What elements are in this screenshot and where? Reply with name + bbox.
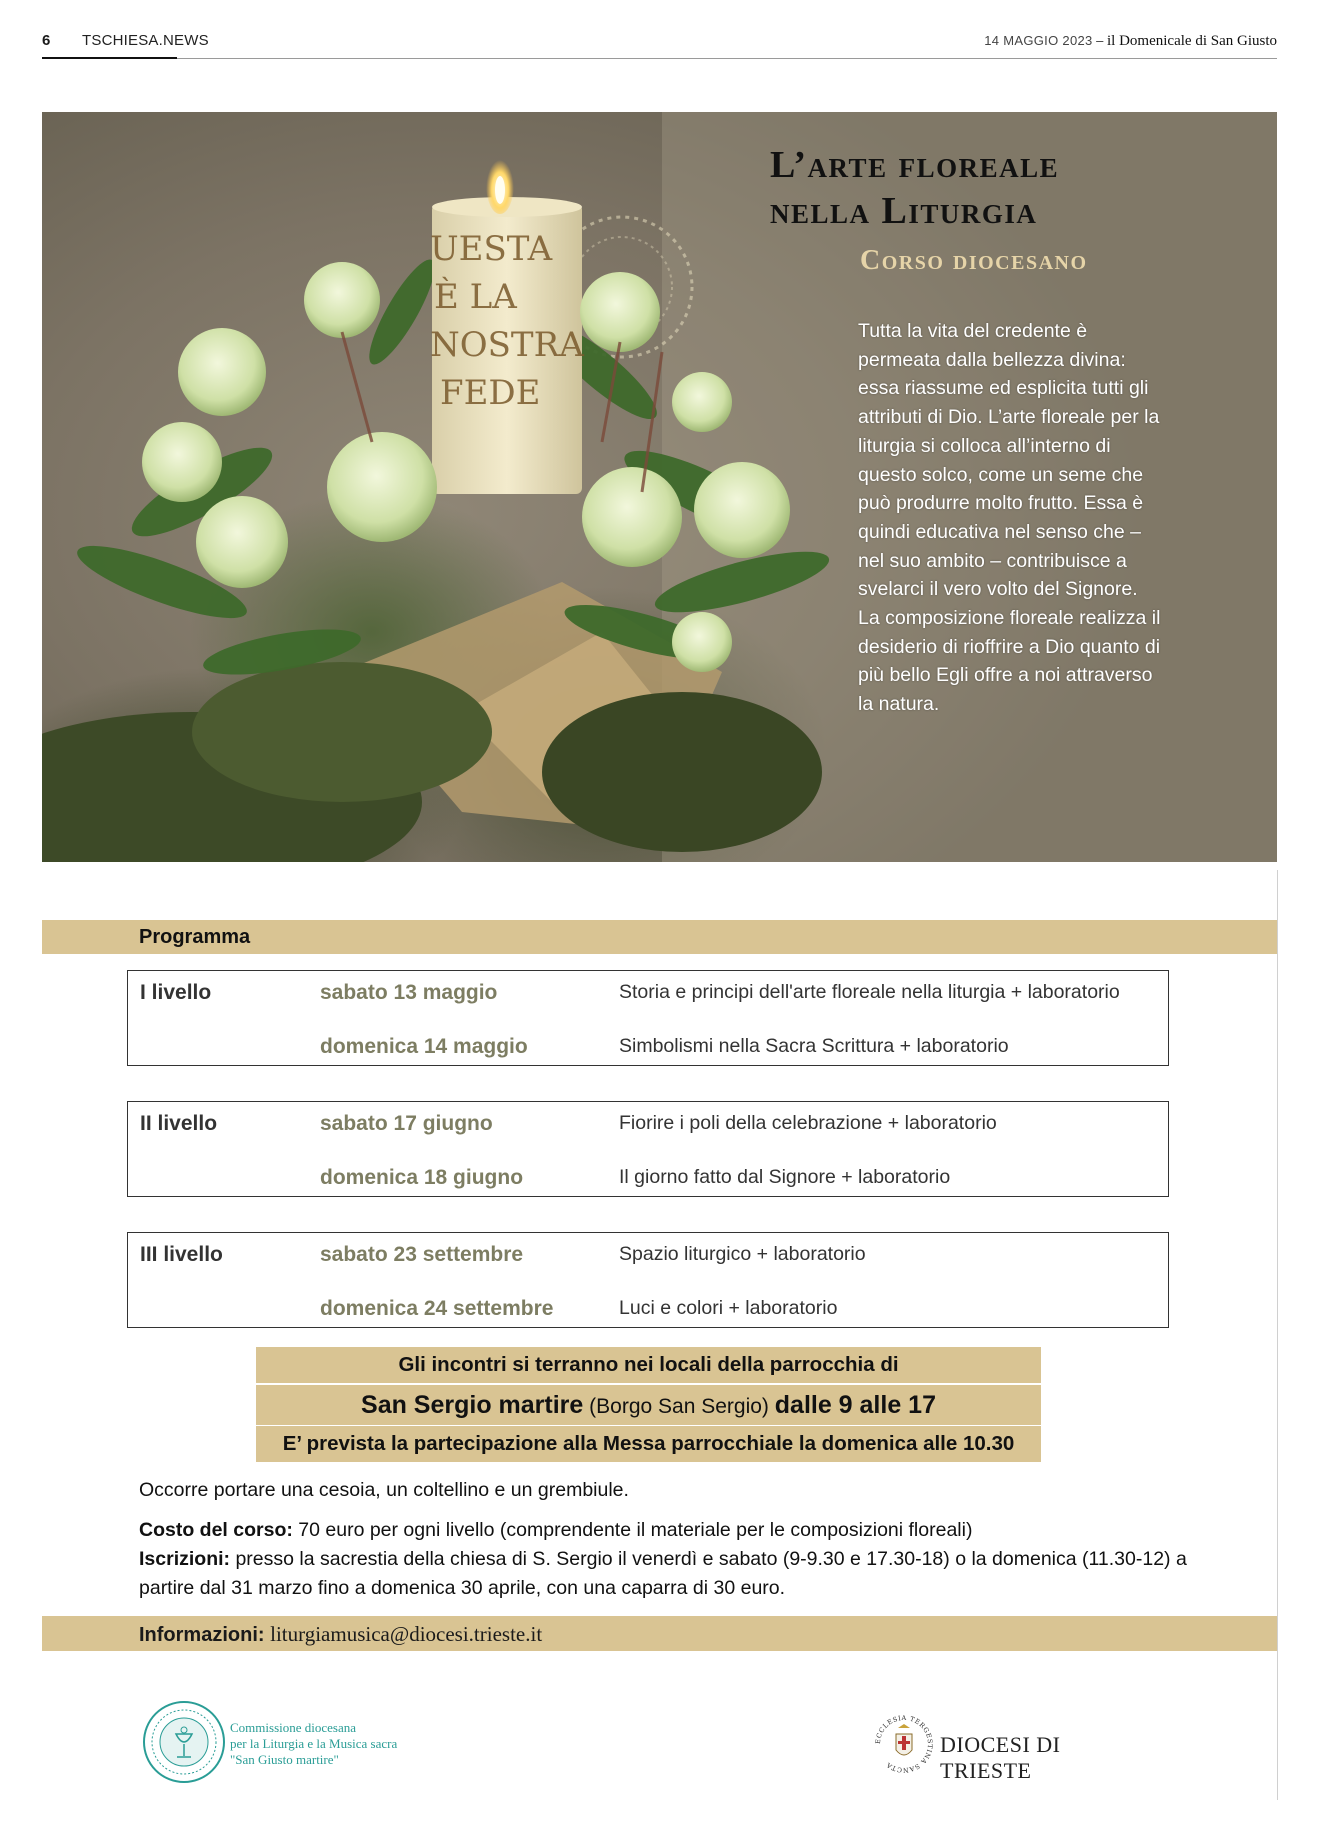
- commission-seal-icon: [142, 1700, 226, 1784]
- venue-intro: Gli incontri si terranno nei locali della parrocchia di: [256, 1347, 1041, 1383]
- diocese-logo: [872, 1712, 1142, 1782]
- issue-separator: –: [1092, 33, 1108, 48]
- session-date: sabato 13 maggio: [320, 981, 498, 1004]
- bring-note: Occorre portare una cesoia, un coltellino e un grembiule.: [139, 1479, 629, 1501]
- session-topic: Fiorire i poli della celebrazione + laboratorio: [619, 1112, 997, 1134]
- session-date: domenica 14 maggio: [320, 1035, 528, 1058]
- diocese-seal-icon: [872, 1712, 936, 1776]
- diocese-name: DIOCESI DI TRIESTE: [940, 1732, 1061, 1783]
- hero-title-line-2: nella Liturgia: [770, 190, 1038, 232]
- contact-email-link[interactable]: liturgiamusica@diocesi.trieste.it: [270, 1622, 543, 1646]
- commission-name: [230, 1720, 397, 1768]
- hero-title: [770, 142, 1250, 234]
- level-1-box: [127, 970, 1169, 1066]
- level-2-box: [127, 1101, 1169, 1197]
- session-topic: Storia e principi dell'arte floreale nella liturgia + laboratorio: [619, 981, 1120, 1003]
- session-topic: Luci e colori + laboratorio: [619, 1297, 838, 1319]
- venue-area: (Borgo San Sergio): [583, 1395, 775, 1418]
- commission-line-3: "San Giusto martire": [230, 1752, 339, 1767]
- page-side-rule: [1277, 870, 1278, 1800]
- signup-text: presso la sacrestia della chiesa di S. Sergio il venerdì e sabato (9-9.30 e 17.30-18) o la domenica (11.30-12) a partire dal 31 marzo fino a domenica 30 aprile, con una caparra di 30 euro.: [139, 1548, 1187, 1599]
- candle-text-line-4: FEDE: [440, 373, 541, 413]
- session-date: sabato 17 giugno: [320, 1112, 493, 1135]
- hero-photo: [42, 112, 1277, 862]
- venue-hours: dalle 9 alle 17: [774, 1391, 936, 1419]
- diocese-seal-text: ECCLESIA TERGESTINA SANCTA: [873, 1713, 935, 1775]
- header-rule: [42, 58, 1277, 59]
- commission-line-1: Commissione diocesana: [230, 1720, 357, 1735]
- cost-line: [139, 1516, 1239, 1545]
- hero-title-line-1: L’arte floreale: [770, 144, 1060, 186]
- hero-description: [858, 317, 1168, 719]
- level-3-box: [127, 1232, 1169, 1328]
- contact-line: [139, 1622, 542, 1647]
- cost-text: 70 euro per ogni livello (comprendente il materiale per le composizioni floreali): [292, 1519, 973, 1541]
- session-date: domenica 18 giugno: [320, 1166, 524, 1189]
- level-name: II livello: [140, 1112, 218, 1135]
- signup-label: Iscrizioni:: [139, 1548, 231, 1570]
- commission-line-2: per la Liturgia e la Musica sacra: [230, 1736, 398, 1751]
- candle-text-line-1: UESTA: [430, 229, 553, 269]
- session-topic: Il giorno fatto dal Signore + laboratorio: [619, 1166, 951, 1188]
- session-topic: Spazio liturgico + laboratorio: [619, 1243, 866, 1265]
- hero-paragraph-2: La composizione floreale realizza il desiderio di rioffrire a Dio quanto di più bello Egli offre a noi attraverso la natura.: [858, 607, 1161, 716]
- level-name: I livello: [140, 981, 212, 1004]
- signup-line: [139, 1545, 1239, 1603]
- programma-band: [42, 920, 1277, 954]
- candle-text-line-3: NOSTRA: [430, 325, 584, 365]
- contact-label: Informazioni:: [139, 1624, 265, 1646]
- hero-subtitle: Corso diocesano: [860, 245, 1088, 276]
- cost-label: Costo del corso:: [139, 1519, 293, 1541]
- session-date: domenica 24 settembre: [320, 1297, 554, 1320]
- site-name[interactable]: TSCHIESA.NEWS: [82, 32, 209, 49]
- contact-band: [42, 1616, 1277, 1651]
- candle-text-line-2: È LA: [434, 277, 517, 317]
- commission-logo: [142, 1700, 442, 1788]
- venue-name: [256, 1385, 1041, 1425]
- header-rule-accent: [42, 57, 177, 59]
- session-date: sabato 23 settembre: [320, 1243, 524, 1266]
- hero-paragraph-1: Tutta la vita del credente è permeata dalla bellezza divina: essa riassume ed esplicita tutti gli attributi di Dio. L’arte floreale per la liturgia si colloca all’interno di questo solco, come un seme che può produrre molto frutto. Essa è quindi educativa nel senso che – nel suo ambito – contribuisce a svelarci il vero volto del Signore.: [858, 320, 1160, 601]
- page-number: 6: [42, 32, 51, 49]
- course-details: [139, 1516, 1239, 1603]
- issue-info: [984, 33, 1277, 50]
- venue-parish: San Sergio martire: [361, 1391, 584, 1419]
- programma-label: Programma: [139, 926, 251, 948]
- page-header: [42, 28, 1277, 60]
- issue-date: 14 MAGGIO 2023: [984, 33, 1093, 48]
- level-name: III livello: [140, 1243, 223, 1266]
- session-topic: Simbolismi nella Sacra Scrittura + laboratorio: [619, 1035, 1009, 1057]
- mass-note: E’ prevista la partecipazione alla Messa parrocchiale la domenica alle 10.30: [256, 1426, 1041, 1462]
- publication-name: il Domenicale di San Giusto: [1107, 33, 1277, 49]
